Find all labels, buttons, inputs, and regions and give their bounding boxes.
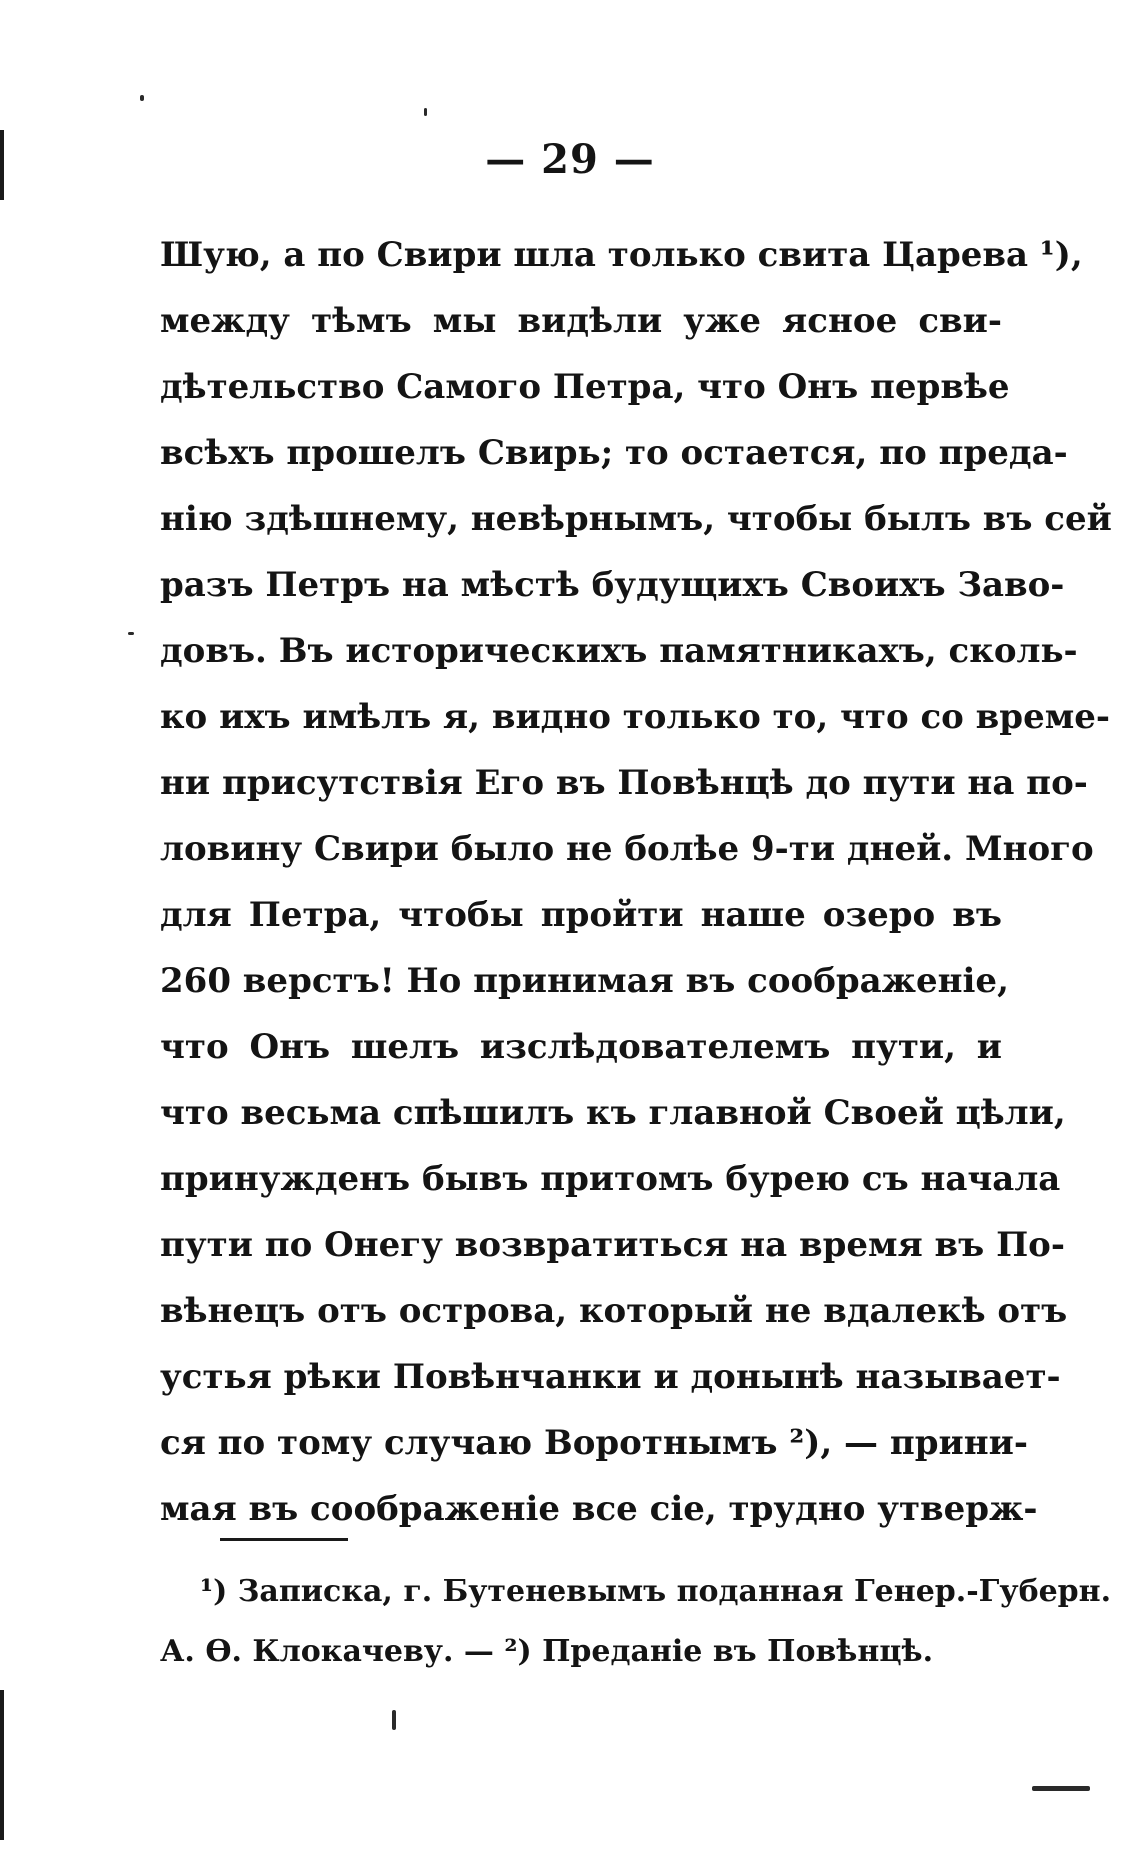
text-line: что весьма спѣшилъ къ главной Своей цѣли, <box>160 1093 1066 1133</box>
scan-speck <box>140 95 144 101</box>
text-line: ся по тому случаю Воротнымъ ²), — прини- <box>160 1423 1028 1463</box>
scan-margin-edge <box>0 130 4 200</box>
footnote-line: ¹) Записка, г. Бутеневымъ поданная Генер.-Губерн. <box>200 1574 1112 1609</box>
text-line: между тѣмъ мы видѣли уже ясное сви- <box>160 301 1002 341</box>
page-number: — 29 — <box>485 136 655 183</box>
text-line: нію здѣшнему, невѣрнымъ, чтобы былъ въ сей <box>160 499 1112 539</box>
text-line: что Онъ шелъ изслѣдователемъ пути, и <box>160 1027 1002 1067</box>
text-line: устья рѣки Повѣнчанки и донынѣ называет- <box>160 1357 1061 1397</box>
scan-margin-edge <box>0 1690 4 1840</box>
footnote-divider <box>220 1538 348 1541</box>
text-line: мая въ соображеніе все сіе, трудно утверж- <box>160 1489 1038 1529</box>
text-line: ни присутствія Его въ Повѣнцѣ до пути на по- <box>160 763 1088 803</box>
text-line: довъ. Въ историческихъ памятникахъ, сколь- <box>160 631 1078 671</box>
text-line: вѣнецъ отъ острова, который не вдалекѣ отъ <box>160 1291 1068 1331</box>
text-line: ловину Свири было не болѣе 9-ти дней. Много <box>160 829 1094 869</box>
text-line: дѣтельство Самого Петра, что Онъ первѣе <box>160 367 1010 407</box>
scan-speck <box>128 632 134 635</box>
text-line: 260 верстъ! Но принимая въ соображеніе, <box>160 961 1009 1001</box>
text-line: всѣхъ прошелъ Свирь; то остается, по преда- <box>160 433 1068 473</box>
scan-speck <box>1032 1786 1090 1791</box>
text-line: Шую, а по Свири шла только свита Царева ¹), <box>160 235 1083 275</box>
body-text <box>160 222 1112 1542</box>
text-line: для Петра, чтобы пройти наше озеро въ <box>160 895 1002 935</box>
footnote-line: А. Ѳ. Клокачеву. — ²) Преданіе въ Повѣнцѣ. <box>160 1634 934 1669</box>
text-line: ко ихъ имѣлъ я, видно только то, что со време- <box>160 697 1110 737</box>
text-line: пути по Онегу возвратиться на время въ По- <box>160 1225 1065 1265</box>
text-line: принужденъ бывъ притомъ бурею съ начала <box>160 1159 1061 1199</box>
footnotes <box>160 1562 1112 1682</box>
text-line: разъ Петръ на мѣстѣ будущихъ Своихъ Заво- <box>160 565 1065 605</box>
scan-speck <box>392 1710 396 1730</box>
scan-speck <box>424 108 427 116</box>
